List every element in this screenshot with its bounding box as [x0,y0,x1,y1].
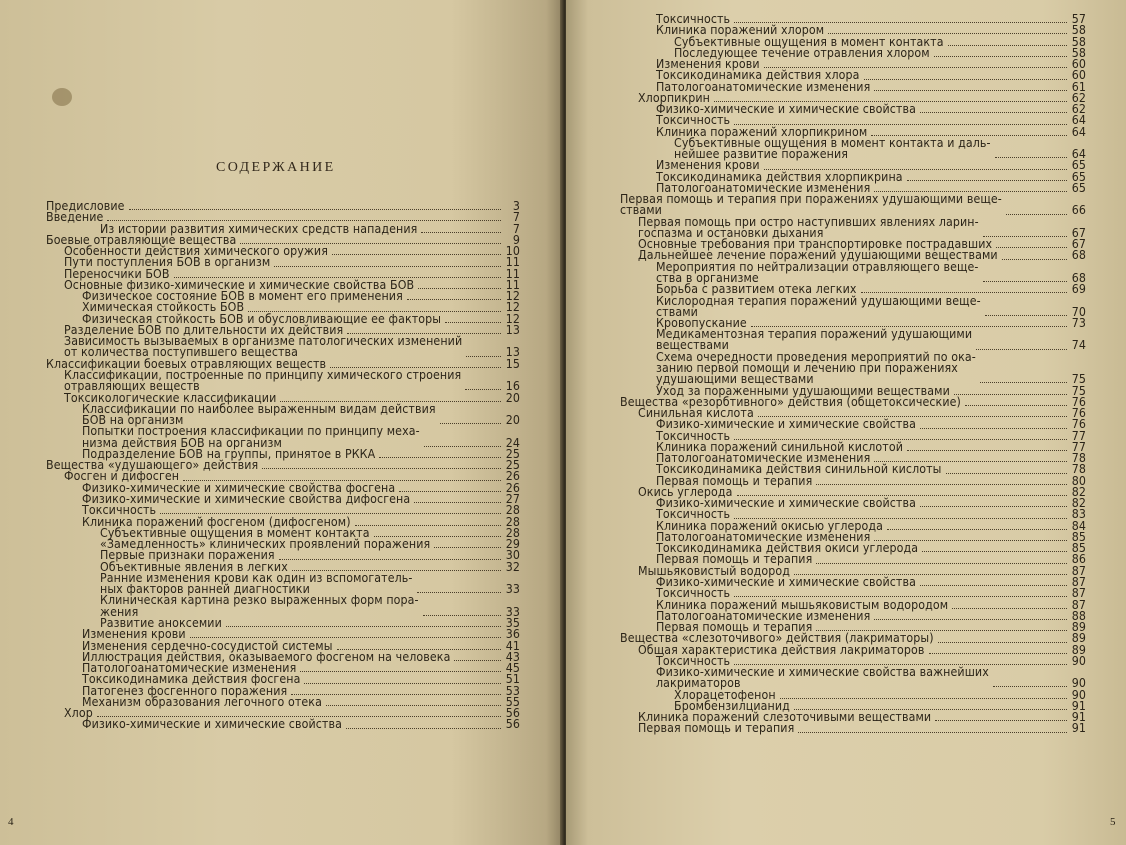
toc-entry-page: 60 [1071,57,1086,72]
leader-dots [929,653,1068,654]
toc-entry-title: Токсикодинамика действия окиси углерода [656,541,919,556]
toc-entry-title: Общая характеристика действия лакриматоров [638,642,925,657]
toc-entry-title: Медикаментозная терапия поражений удушающими веществами [656,327,973,353]
toc-entry-page: 62 [1071,90,1086,105]
toc-entry-page: 53 [505,683,520,698]
toc-entry-title: Изменения крови [656,158,760,173]
leader-dots [279,559,501,560]
leader-dots [226,626,501,627]
toc-entry-title: Бромбензилцианид [674,698,790,713]
toc-entry-title: Физико-химические и химические свойства [656,575,916,589]
toc-entry-page: 68 [1071,270,1086,285]
toc-entry-title: Последующее течение отравления хлором [674,45,930,60]
toc-entry-page: 64 [1071,147,1086,162]
toc-entry-page: 11 [505,255,520,270]
leader-dots [291,694,501,695]
toc-entry-title: Мышьяковистый водород [638,563,790,578]
leader-dots [954,394,1067,395]
toc-entry-title: Патологоанатомические изменения [656,529,871,544]
toc-entry-page: 76 [1071,394,1086,409]
toc-entry-title: Синильная кислота [638,406,754,421]
toc-entry-title: Предисловие [46,199,125,213]
toc-entry-title: Физико-химические и химические свойства [82,717,342,732]
toc-entry-page: 78 [1071,462,1086,477]
toc-entry [46,201,520,212]
toc-entry-page: 85 [1071,529,1086,544]
toc-entry-title: Патологоанатомические изменения [656,451,871,466]
toc-entry-page: 65 [1071,169,1086,184]
leader-dots [407,299,501,300]
leader-dots [355,525,501,526]
toc-entry-page: 89 [1071,642,1086,657]
toc-entry [656,329,1086,351]
leader-dots [379,457,501,458]
toc-entry-title: «Замедленность» клинических проявлений поражения [100,537,431,552]
toc-entry-page: 25 [505,458,520,473]
toc-entry-title: Хлорацетофенон [674,687,776,702]
leader-dots [332,254,501,255]
toc-entry-title: Токсичность [82,503,157,518]
toc-entry-page: 91 [1071,698,1086,713]
toc-entry-page: 73 [1071,316,1086,331]
toc-entry-title: Токсичность [656,586,731,601]
toc-entry-title: Вещества «резорбтивного» действия (общетоксические) [620,394,961,409]
leader-dots [995,157,1067,158]
toc-entry [82,694,520,709]
toc-entry-page: 67 [1071,225,1086,240]
toc-entry-title: Первая помощь и терапия [656,473,813,488]
leader-dots [466,356,501,357]
toc-entry-title: Патологоанатомические изменения [656,180,871,195]
leader-dots [874,619,1067,620]
toc-entry-title: Особенности действия химического оружия [64,244,328,259]
toc-entry-title: Субъективные ощущения в момент контакта [100,525,370,540]
toc-entry-title: Основные требования при транспортировке пострадавших [638,237,993,252]
stain [52,88,72,106]
toc-entry-page: 65 [1071,180,1086,195]
toc-entry-title: Разделение БОВ по длительности их действия [64,322,344,337]
toc-entry-page: 27 [505,492,520,507]
leader-dots [417,592,501,593]
toc-entry-title: Патогенез фосгенного поражения [82,683,288,698]
toc-entry-title: Вещества «удушающего» действия [46,458,259,473]
leader-dots [440,423,501,424]
toc-entry [656,79,1086,94]
toc-entry-page: 65 [1071,158,1086,173]
leader-dots [864,79,1067,80]
toc-entry [656,667,1086,689]
toc-entry [656,259,1086,285]
toc-entry [656,293,1086,319]
toc-entry-title: Физическая стойкость БОВ и обусловливающие ее факторы [82,311,442,326]
toc-entry-page: 12 [505,289,520,304]
toc-entry-title: Клиника поражений мышьяковистым водородом [656,597,949,612]
toc-entry-page: 87 [1071,575,1086,589]
leader-dots [907,450,1067,451]
toc-entry-title: Токсичность [656,12,731,26]
toc-entry-page: 70 [1071,304,1086,319]
leader-dots [965,405,1067,406]
leader-dots [465,389,501,390]
toc-entry-page: 77 [1071,439,1086,454]
toc-entry [638,214,1086,240]
toc-entry-page: 13 [505,322,520,337]
toc-entry-page: 68 [1071,248,1086,263]
leader-dots [920,506,1067,507]
toc-entry [656,349,1086,387]
toc-entry-page: 7 [512,210,520,225]
toc-entry-page: 62 [1071,102,1086,117]
toc-entry-title: Клиника поражений хлорпикрином [656,124,868,139]
toc-entry-title: Патологоанатомические изменения [82,661,297,676]
toc-entry-page: 88 [1071,608,1086,623]
toc-entry-page: 58 [1071,45,1086,60]
toc-entry-page: 28 [505,503,520,518]
toc-entry-title: Хлор [64,706,93,721]
toc-entry-page: 87 [1071,597,1086,612]
toc-entry-title: Токсикологические классификации [64,390,277,405]
toc-entry-page: 86 [1071,552,1086,567]
toc-entry-title: Клиническая картина резко выраженных форм пора- жения [100,593,419,619]
leader-dots [346,728,501,729]
toc-entry [674,135,1086,162]
leader-dots [798,732,1067,733]
toc-entry-page: 75 [1071,372,1086,387]
toc-entry-title: Первая помощь и терапия при поражениях удушающими веще- ствами [620,192,1002,218]
toc-entry-page: 60 [1071,68,1086,83]
leader-dots [922,551,1067,552]
toc-entry-page: 91 [1071,710,1086,725]
toc-entry-page: 87 [1071,586,1086,601]
toc-entry-page: 11 [505,266,520,281]
toc-entry-title: Переносчики БОВ [64,266,170,281]
leader-dots [907,180,1067,181]
toc-entry-title: Физико-химические и химические свойства фосгена [82,480,396,495]
toc-entry-title: Клиника поражений хлором [656,23,825,38]
leader-dots [454,660,501,661]
toc-entry-page: 76 [1071,406,1086,421]
toc-entry-title: Первая помощь и терапия [656,552,813,567]
page-number-right: 5 [1110,816,1116,828]
leader-dots [938,642,1067,643]
toc-entry [82,426,520,448]
leader-dots [421,232,501,233]
toc-entry-page: 58 [1071,34,1086,49]
leader-dots [326,705,501,706]
leader-dots [874,90,1067,91]
toc-entry-title: Токсикодинамика действия хлорпикрина [656,169,903,184]
toc-entry-title: Классификации по наиболее выраженным видам действия БОВ на организм [82,401,436,428]
toc-entry-page: 64 [1071,113,1086,128]
toc-entry-page: 80 [1071,473,1086,488]
toc-entry-title: Токсичность [656,653,731,668]
toc-entry-page: 51 [505,672,520,687]
leader-dots [129,209,501,210]
toc-entry-title: Первые признаки поражения [100,548,275,563]
leader-dots [983,281,1067,282]
toc-entry-title: Борьба с развитием отека легких [656,282,857,297]
toc-entry-title: Иллюстрация действия, оказываемого фосгеном на человека [82,649,451,664]
leader-dots [983,236,1067,237]
toc-entry-page: 55 [505,694,520,709]
toc-entry-page: 3 [512,199,520,213]
toc-entry-title: Дальнейшее лечение поражений удушающими веществами [638,248,998,263]
toc-entry-title: Химическая стойкость БОВ [82,300,245,315]
toc-entry-title: Пути поступления БОВ в организм [64,255,271,270]
leader-dots [1002,259,1067,260]
toc-entry-title: Токсикодинамика действия фосгена [82,672,301,687]
toc-entry-page: 9 [512,232,520,247]
toc-entry-page: 20 [505,413,520,428]
toc-entry-title: Фосген и дифосген [64,469,180,484]
toc-entry-page: 58 [1071,23,1086,38]
right-page [566,0,1126,845]
leader-dots [887,529,1067,530]
toc-entry-page: 90 [1071,653,1086,668]
toc-entry-title: Попытки построения классификации по принципу меха- низма действия БОВ на организм [82,424,420,450]
leader-dots [952,608,1067,609]
toc-entry-title: Мероприятия по нейтрализации отравляющего веще- ства в организме [656,259,979,285]
toc-entry-title: Хлорпикрин [638,90,710,105]
toc-entry-title: Объективные явления в легких [100,559,288,574]
toc-entry-page: 82 [1071,496,1086,511]
toc-entry-title: Первая помощь при остро наступивших явлениях ларин- госпазма и остановки дыхания [638,214,979,240]
page-title: СОДЕРЖАНИЕ [216,160,336,175]
leader-dots [262,468,501,469]
leader-dots [935,720,1067,721]
leader-dots [304,683,501,684]
toc-entry-page: 61 [1071,79,1086,94]
toc-entry-page: 26 [505,480,520,495]
toc-entry-title: Субъективные ощущения в момент контакта и даль- нейшее развитие поражения [674,135,991,162]
toc-entry-title: Изменения крови [82,627,186,642]
leader-dots [274,266,501,267]
toc-entry-title: Токсичность [656,507,731,522]
toc-entry-page: 56 [505,706,520,721]
leader-dots [946,473,1068,474]
toc-entry-page: 33 [505,604,520,619]
leader-dots [780,698,1067,699]
toc-entry-page: 30 [505,548,520,563]
leader-dots [985,315,1067,316]
toc-entry-page: 75 [1071,383,1086,398]
toc-entry-page: 11 [505,277,520,292]
toc-entry-title: Классификации боевых отравляющих веществ [46,356,327,371]
toc-entry-page: 20 [505,390,520,405]
leader-dots [934,56,1067,57]
toc-entry-page: 84 [1071,518,1086,533]
leader-dots [980,382,1067,383]
toc-entry-title: Кровопускание [656,316,747,331]
toc-entry-title: Развитие аноксемии [100,615,222,630]
toc-entry-title: Основные физико-химические и химические свойства БОВ [64,277,415,292]
toc-entry-title: Токсичность [656,113,731,128]
toc-entry-page: 12 [505,300,520,315]
toc-entry-page: 56 [505,717,520,732]
toc-entry-page: 69 [1071,282,1086,297]
toc-entry-title: Токсикодинамика действия хлора [656,68,860,83]
toc-entry-title: Физическое состояние БОВ в момент его применения [82,289,403,304]
leader-dots [434,547,501,548]
toc-entry-title: Зависимость вызываемых в организме патологических изменений от количества поступившего вещества [64,334,463,360]
leader-dots [445,322,501,323]
toc-entry-title: Клиника поражений синильной кислотой [656,439,903,454]
toc-entry-page: 28 [505,514,520,529]
toc-entry-title: Клиника поражений окисью углерода [656,518,884,533]
toc-entry-page: 26 [505,469,520,484]
toc-entry-title: Патологоанатомические изменения [656,608,871,623]
toc-entry [100,595,520,617]
toc-entry-page: 64 [1071,124,1086,139]
toc-entry [638,723,1086,734]
toc-entry-title: Механизм образования легочного отека [82,694,322,709]
toc-entry [82,719,520,730]
toc-entry [82,401,520,428]
leader-dots [816,563,1067,564]
toc-entry-title: Вещества «слезоточивого» действия (лакриматоры) [620,631,934,646]
toc-entry-page: 89 [1071,620,1086,635]
toc-entry-page: 12 [505,311,520,326]
toc-entry-page: 13 [505,345,520,360]
toc-entry-title: Физико-химические и химические свойства важнейших лакриматоров [656,665,989,691]
toc-entry-title: Физико-химические и химические свойства [656,417,916,432]
toc-entry-page: 33 [505,582,520,597]
toc-entry-title: Подразделение БОВ на группы, принятое в РККА [82,446,376,461]
page-number-left: 4 [8,816,14,828]
leader-dots [414,502,501,503]
toc-entry-page: 66 [1071,203,1086,218]
toc-entry-page: 41 [505,638,520,653]
toc-entry-page: 74 [1071,338,1086,353]
leader-dots [418,288,501,289]
toc-entry-title: Первая помощь и терапия [638,721,795,736]
toc-entry-title: Изменения крови [656,57,760,72]
toc-entry-title: Кислородная терапия поражений удушающими веще- ствами [656,293,981,319]
leader-dots [423,615,501,616]
leader-dots [920,112,1067,113]
toc-entry-title: Патологоанатомические изменения [656,79,871,94]
toc-entry [620,194,1086,216]
toc-entry-page: 87 [1071,563,1086,578]
toc-entry-page: 32 [505,559,520,574]
toc-entry-page: 67 [1071,237,1086,252]
toc-entry-page: 76 [1071,417,1086,432]
toc-entry-title: Боевые отравляющие вещества [46,232,237,247]
toc-entry-page: 85 [1071,541,1086,556]
toc-entry-title: Клиника поражений фосгеном (дифосгеном) [82,514,351,529]
toc-entry-page: 45 [505,661,520,676]
toc-entry-page: 28 [505,525,520,540]
toc-entry-page: 90 [1071,676,1086,691]
toc-entry-page: 57 [1071,12,1086,26]
toc-entry-title: Введение [46,210,104,225]
toc-entry-page: 35 [505,615,520,630]
leader-dots [993,686,1067,687]
toc-entry-page: 24 [505,435,520,450]
toc-entry-page: 10 [505,244,520,259]
toc-entry [64,370,520,392]
leader-dots [920,428,1067,429]
toc-entry-page: 90 [1071,687,1086,702]
toc-entry-title: Схема очередности проведения мероприятий по ока- занию первой помощи и лечению при поражениях удушающими веществами [656,349,976,387]
toc-entry-title: Уход за пораженными удушающими веществами [656,383,950,398]
toc-entry-title: Токсичность [656,428,731,443]
leader-dots [948,45,1067,46]
toc-entry-page: 83 [1071,507,1086,522]
toc-entry-title: Ранние изменения крови как один из вспомогатель- ных факторов ранней диагностики [100,570,413,597]
toc-entry-page: 16 [505,379,520,394]
leader-dots [1006,214,1067,215]
toc-entry-page: 15 [505,356,520,371]
leader-dots [976,349,1067,350]
toc-entry-title: Субъективные ощущения в момент контакта [674,34,944,49]
toc-entry-page: 78 [1071,451,1086,466]
toc-entry-title: Изменения сердечно-сосудистой системы [82,638,333,653]
toc-entry-title: Окись углерода [638,484,733,499]
toc-entry [64,336,520,358]
toc-entry-title: Первая помощь и терапия [656,620,813,635]
toc-entry [100,570,520,597]
leader-dots [424,446,501,447]
leader-dots [920,585,1067,586]
leader-dots [300,671,501,672]
toc-entry-page: 89 [1071,631,1086,646]
leader-dots [399,491,501,492]
toc-entry-title: Физико-химические и химические свойства [656,102,916,117]
toc-entry-page: 29 [505,537,520,552]
toc-entry-page: 82 [1071,484,1086,499]
toc-entry-title: Физико-химические и химические свойства дифосгена [82,492,411,507]
leader-dots [996,247,1067,248]
toc-entry-page: 77 [1071,428,1086,443]
toc-entry-page: 7 [512,221,520,236]
leader-dots [816,484,1067,485]
toc-entry-title: Физико-химические и химические свойства [656,496,916,511]
toc-entry-page: 91 [1071,721,1086,736]
toc-entry-page: 43 [505,649,520,664]
toc-entry-page: 25 [505,446,520,461]
toc-entry-page: 36 [505,627,520,642]
toc-entry-title: Классификации, построенные по принципу химического строения отравляющих веществ [64,368,462,394]
toc-entry-title: Из истории развития химических средств нападения [100,221,418,236]
toc-entry-title: Клиника поражений слезоточивыми веществами [638,710,932,725]
toc-entry-title: Токсикодинамика действия синильной кислоты [656,462,942,477]
